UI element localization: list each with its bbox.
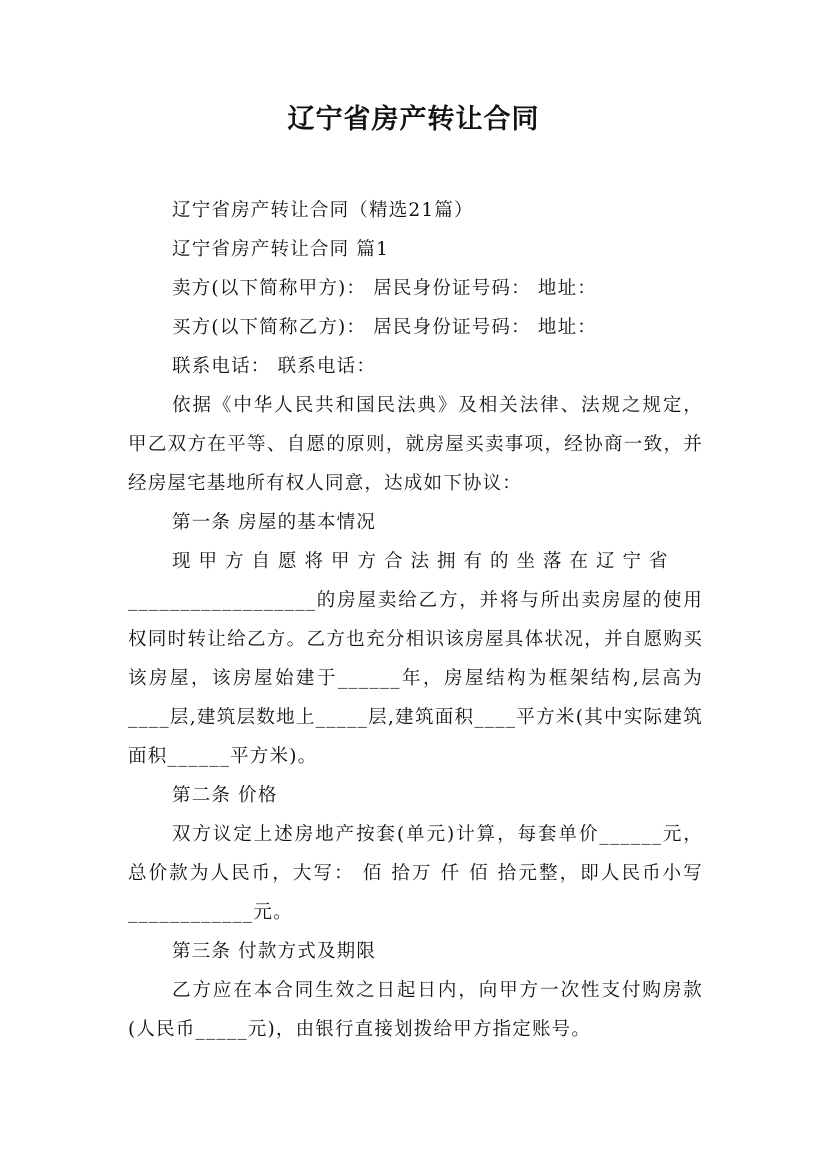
article-1-paragraph: __________________的房屋卖给乙方，并将与所出卖房屋的使用权同时转让给乙方。乙方也充分相识该房屋具体状况，并自愿购买该房屋，该房屋始建于______年，房屋结构为框架结构,层高为____层,建筑层数地上_____层,建筑面积____平方米(其中实际建筑面积______平方米)。 bbox=[128, 590, 703, 767]
article-3-paragraph: 乙方应在本合同生效之日起日内，向甲方一次性支付购房款(人民币_____元)，由银行直接划拨给甲方指定账号。 bbox=[128, 980, 703, 1040]
article-1-heading: 第一条 房屋的基本情况 bbox=[172, 512, 377, 533]
seller-line: 卖方(以下简称甲方)： 居民身份证号码： 地址： bbox=[172, 278, 597, 299]
document-body bbox=[128, 191, 703, 1049]
article-2-paragraph: 双方议定上述房地产按套(单元)计算，每套单价______元，总价款为人民币，大写： 佰 拾万 仟 佰 拾元整，即人民币小写____________元。 bbox=[128, 824, 703, 923]
buyer-line: 买方(以下简称乙方)： 居民身份证号码： 地址： bbox=[172, 317, 597, 338]
subtitle-line: 辽宁省房产转让合同（精选21篇） bbox=[172, 200, 474, 221]
document-title: 辽宁省房产转让合同 bbox=[287, 104, 540, 135]
section-heading: 辽宁省房产转让合同 篇1 bbox=[172, 239, 390, 260]
article-2-heading: 第二条 价格 bbox=[172, 785, 278, 806]
article-1-intro: 现甲方自愿将甲方合法拥有的坐落在辽宁省 bbox=[172, 551, 676, 572]
preamble-paragraph: 依据《中华人民共和国民法典》及相关法律、法规之规定，甲乙双方在平等、自愿的原则，就房屋买卖事项，经协商一致，并经房屋宅基地所有权人同意，达成如下协议： bbox=[128, 395, 703, 494]
contact-line: 联系电话： 联系电话： bbox=[172, 356, 377, 377]
article-3-heading: 第三条 付款方式及期限 bbox=[172, 941, 377, 962]
